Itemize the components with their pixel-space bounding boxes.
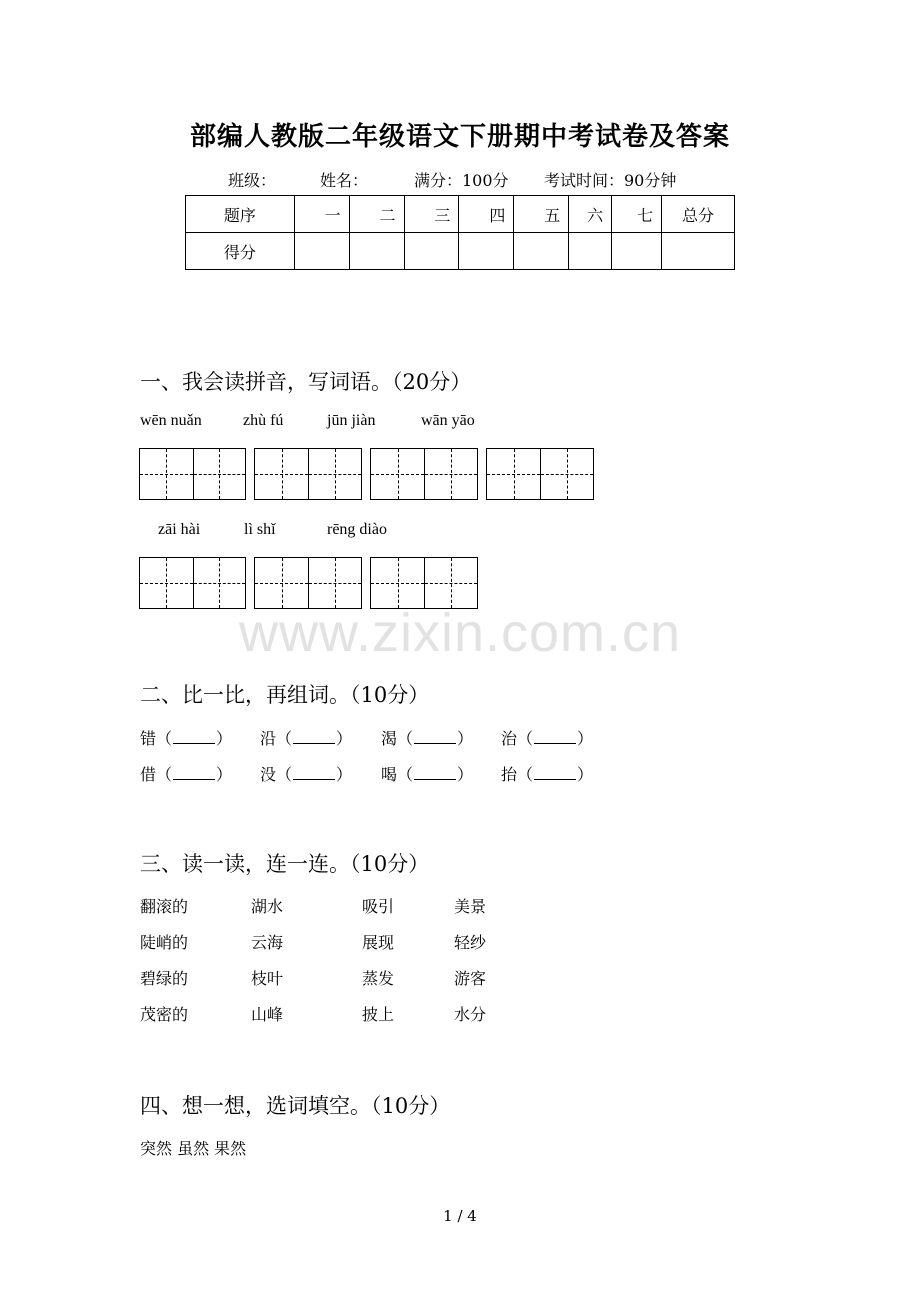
match-word[interactable]: 陡峭的 xyxy=(140,933,189,952)
score-table-header: 总分 xyxy=(662,196,735,233)
score-cell[interactable] xyxy=(662,233,735,270)
match-word[interactable]: 翻滚的 xyxy=(140,897,189,916)
score-table-header-row xyxy=(186,196,735,233)
pinyin: lì shǐ xyxy=(244,521,276,538)
match-word[interactable]: 水分 xyxy=(454,1005,487,1024)
section4-title: 四、想一想，选词填空。（10分） xyxy=(140,1094,451,1118)
character: 沿 xyxy=(260,729,277,748)
score-table xyxy=(185,195,735,270)
character: 没 xyxy=(260,765,277,784)
score-table-header: 一 xyxy=(294,196,349,233)
match-word[interactable]: 轻纱 xyxy=(454,933,487,952)
score-table-header: 五 xyxy=(514,196,569,233)
choice-words: 突然 虽然 果然 xyxy=(140,1139,247,1158)
character: 抬 xyxy=(501,765,518,784)
score-cell[interactable] xyxy=(349,233,404,270)
character: 错 xyxy=(140,729,157,748)
match-word[interactable]: 披上 xyxy=(362,1005,395,1024)
page-number: 1 / 4 xyxy=(443,1207,477,1225)
section3-title: 三、读一读，连一连。（10分） xyxy=(140,852,430,876)
page-title: 部编人教版二年级语文下册期中考试卷及答案 xyxy=(189,122,730,152)
match-word[interactable]: 云海 xyxy=(251,933,284,952)
full-score: 满分：100分 xyxy=(414,171,509,190)
match-word[interactable]: 山峰 xyxy=(251,1005,284,1024)
answer-blank[interactable] xyxy=(534,765,576,780)
character: 渴 xyxy=(381,729,398,748)
score-cell[interactable] xyxy=(459,233,514,270)
watermark: www.zixin.com.cn xyxy=(238,603,682,663)
class-label: 班级： xyxy=(228,171,277,190)
score-table-score-row xyxy=(186,233,735,270)
pinyin: zhù fú xyxy=(243,412,284,429)
pinyin: zāi hài xyxy=(158,521,201,538)
writing-box[interactable] xyxy=(486,448,594,500)
score-cell[interactable] xyxy=(404,233,459,270)
match-word[interactable]: 美景 xyxy=(454,897,487,916)
character: 喝 xyxy=(381,765,398,784)
score-cell[interactable] xyxy=(294,233,349,270)
match-word[interactable]: 吸引 xyxy=(362,897,395,916)
pinyin: wēn nuǎn xyxy=(140,412,202,429)
pinyin: wān yāo xyxy=(421,412,475,429)
match-word[interactable]: 枝叶 xyxy=(251,969,284,988)
answer-blank[interactable] xyxy=(534,729,576,744)
character: 治 xyxy=(501,729,518,748)
score-cell[interactable] xyxy=(514,233,569,270)
writing-box[interactable] xyxy=(370,448,478,500)
answer-blank[interactable] xyxy=(414,729,456,744)
exam-time: 考试时间：90分钟 xyxy=(544,171,677,190)
match-word[interactable]: 茂密的 xyxy=(140,1005,189,1024)
section1-title: 一、我会读拼音，写词语。（20分） xyxy=(140,370,472,394)
answer-blank[interactable] xyxy=(173,729,215,744)
answer-blank[interactable] xyxy=(293,729,335,744)
match-word[interactable]: 游客 xyxy=(454,969,487,988)
score-table-header: 七 xyxy=(612,196,662,233)
score-cell[interactable] xyxy=(569,233,612,270)
score-table-header: 三 xyxy=(404,196,459,233)
score-cell[interactable] xyxy=(612,233,662,270)
match-word[interactable]: 蒸发 xyxy=(362,969,395,988)
pinyin: jūn jiàn xyxy=(327,412,376,429)
match-word[interactable]: 展现 xyxy=(362,933,395,952)
match-word[interactable]: 湖水 xyxy=(251,897,284,916)
score-table-header: 二 xyxy=(349,196,404,233)
section2-title: 二、比一比，再组词。（10分） xyxy=(140,683,430,707)
exam-info xyxy=(228,168,676,191)
pinyin: rēng diào xyxy=(327,521,387,538)
match-word[interactable]: 碧绿的 xyxy=(140,969,189,988)
score-table-header: 四 xyxy=(459,196,514,233)
character: 借 xyxy=(140,765,157,784)
answer-blank[interactable] xyxy=(414,765,456,780)
score-table-header: 题序 xyxy=(186,196,295,233)
writing-box[interactable] xyxy=(254,448,362,500)
answer-blank[interactable] xyxy=(173,765,215,780)
score-row-label: 得分 xyxy=(186,233,295,270)
answer-blank[interactable] xyxy=(293,765,335,780)
score-table-header: 六 xyxy=(569,196,612,233)
name-label: 姓名： xyxy=(320,171,369,190)
writing-box[interactable] xyxy=(139,448,246,500)
